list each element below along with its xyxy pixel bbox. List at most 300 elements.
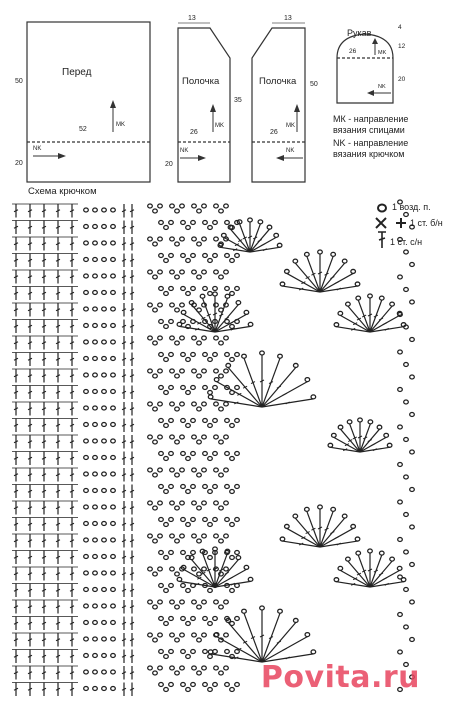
chain-stitch	[84, 274, 89, 278]
chain-stitch	[224, 600, 229, 604]
chain-stitch	[111, 423, 116, 427]
chain-stitch	[186, 292, 191, 296]
chain-stitch	[148, 270, 153, 274]
chain-stitch	[181, 419, 186, 423]
chain-stitch	[214, 204, 219, 208]
chain-stitch	[208, 523, 213, 527]
chain-stitch	[398, 575, 403, 579]
chain-stitch	[334, 323, 339, 327]
chain-stitch	[342, 514, 347, 518]
chain-stitch	[169, 518, 174, 522]
right-shelf-dim-height: 50	[310, 81, 318, 88]
chain-stitch	[84, 621, 89, 625]
chain-stitch	[148, 303, 153, 307]
chain-stitch	[235, 254, 240, 258]
chain-stitch	[159, 287, 164, 291]
chain-stitch	[235, 452, 240, 456]
chain-stitch	[158, 336, 163, 340]
chain-stitch	[398, 200, 403, 204]
chain-stitch	[404, 363, 409, 367]
right-shelf-mk: MK	[286, 123, 295, 129]
chain-stitch	[192, 336, 197, 340]
chain-stitch	[186, 391, 191, 395]
chain-stitch	[224, 435, 229, 439]
legend-chain: 1 возд. п.	[392, 202, 431, 212]
chain-stitch	[398, 463, 403, 467]
chain-stitch	[102, 571, 107, 575]
chain-stitch	[102, 654, 107, 658]
chain-stitch	[93, 456, 98, 460]
chain-stitch	[169, 485, 174, 489]
chain-stitch	[208, 259, 213, 263]
chain-stitch	[84, 373, 89, 377]
chain-stitch	[102, 505, 107, 509]
chain-stitch	[153, 605, 158, 609]
chain-stitch	[311, 395, 316, 399]
chain-stitch	[102, 324, 107, 328]
chain-stitch	[180, 237, 185, 241]
chain-stitch	[274, 233, 279, 237]
chain-stitch	[214, 270, 219, 274]
chain-stitch	[311, 650, 316, 654]
chain-stitch	[379, 551, 384, 555]
chain-stitch	[164, 391, 169, 395]
chain-stitch	[203, 650, 208, 654]
chain-stitch	[175, 638, 180, 642]
chain-stitch	[346, 302, 351, 306]
chain-stitch	[236, 301, 241, 305]
chain-stitch	[158, 567, 163, 571]
chain-stitch	[158, 501, 163, 505]
chain-stitch	[208, 622, 213, 626]
chain-stitch	[170, 402, 175, 406]
chain-stitch	[202, 204, 207, 208]
chain-stitch	[191, 254, 196, 258]
chain-stitch	[159, 551, 164, 555]
chain-stitch	[404, 250, 409, 254]
chain-stitch	[175, 473, 180, 477]
chain-stitch	[169, 551, 174, 555]
chain-stitch	[202, 501, 207, 505]
chain-stitch	[153, 506, 158, 510]
dc-bar	[229, 577, 233, 579]
chain-stitch	[180, 633, 185, 637]
chain-stitch	[203, 452, 208, 456]
chain-stitch	[225, 287, 230, 291]
chain-stitch	[180, 468, 185, 472]
chain-stitch	[170, 270, 175, 274]
chain-stitch	[398, 425, 403, 429]
chain-stitch	[159, 386, 164, 390]
left-shelf-dim-lower: 20	[165, 161, 173, 168]
chain-stitch	[111, 307, 116, 311]
chain-stitch	[159, 485, 164, 489]
chain-stitch	[148, 666, 153, 670]
chain-stitch	[102, 357, 107, 361]
chain-stitch	[293, 259, 298, 263]
chain-stitch	[404, 550, 409, 554]
chain-stitch	[181, 221, 186, 225]
chain-stitch	[175, 407, 180, 411]
chain-stitch	[225, 254, 230, 258]
chain-stitch	[111, 654, 116, 658]
chain-stitch	[200, 294, 205, 298]
chain-stitch	[153, 341, 158, 345]
chain-stitch	[102, 522, 107, 526]
chain-stitch	[202, 336, 207, 340]
chain-stitch	[111, 225, 116, 229]
chain-stitch	[175, 374, 180, 378]
garment-schematics	[0, 0, 460, 200]
chain-stitch	[102, 555, 107, 559]
chain-stitch	[158, 204, 163, 208]
chain-stitch	[191, 221, 196, 225]
right-shelf-label: Полочка	[259, 76, 297, 87]
left-shelf-dim-side: 35	[234, 97, 242, 104]
front-dim-width: 52	[79, 126, 87, 133]
chain-stitch	[202, 435, 207, 439]
chain-stitch	[260, 351, 265, 355]
chain-stitch	[225, 683, 230, 687]
chain-stitch	[197, 275, 202, 279]
chain-stitch	[305, 507, 310, 511]
chain-stitch	[148, 501, 153, 505]
chain-stitch	[84, 241, 89, 245]
chain-stitch	[170, 501, 175, 505]
chain-stitch	[235, 551, 240, 555]
chain-stitch	[175, 275, 180, 279]
chain-stitch	[93, 505, 98, 509]
chain-stitch	[181, 353, 186, 357]
chain-stitch	[410, 413, 415, 417]
chain-stitch	[202, 600, 207, 604]
left-shelf-dim-width: 26	[190, 129, 198, 136]
chain-stitch	[181, 485, 186, 489]
chain-stitch	[219, 209, 224, 213]
chain-stitch	[197, 506, 202, 510]
chain-stitch	[230, 523, 235, 527]
nk-note-2: вязания крючком	[333, 149, 405, 159]
chain-stitch	[208, 556, 213, 560]
front-dim-height: 50	[15, 78, 23, 85]
chain-stitch	[169, 254, 174, 258]
chain-stitch	[181, 254, 186, 258]
chain-stitch	[181, 518, 186, 522]
chain-stitch	[225, 485, 230, 489]
chain-stitch	[159, 683, 164, 687]
chain-stitch	[181, 683, 186, 687]
chain-stitch	[197, 605, 202, 609]
chain-stitch	[93, 291, 98, 295]
chain-stitch	[203, 353, 208, 357]
chain-stitch	[102, 340, 107, 344]
chain-stitch	[93, 687, 98, 691]
chain-stitch	[285, 524, 290, 528]
chain-stitch	[197, 671, 202, 675]
chain-stitch	[197, 407, 202, 411]
chain-stitch	[191, 485, 196, 489]
chain-stitch	[181, 650, 186, 654]
chain-stitch	[224, 204, 229, 208]
dc-bar	[283, 648, 287, 650]
chain-stitch	[93, 489, 98, 493]
chain-stitch	[278, 609, 283, 613]
chain-stitch	[305, 252, 310, 256]
chain-stitch	[84, 439, 89, 443]
sleeve-dim-lower: 20	[398, 76, 406, 83]
front-dim-lower: 20	[15, 160, 23, 167]
chain-stitch	[180, 369, 185, 373]
chain-stitch	[153, 209, 158, 213]
front-mk: MK	[116, 122, 125, 128]
chain-stitch	[192, 600, 197, 604]
chain-stitch	[186, 622, 191, 626]
chain-stitch	[186, 490, 191, 494]
chain-stitch	[164, 688, 169, 692]
chain-stitch	[186, 358, 191, 362]
chain-stitch	[230, 325, 235, 329]
chain-stitch	[148, 534, 153, 538]
chain-stitch	[410, 638, 415, 642]
chain-stitch	[170, 303, 175, 307]
chain-stitch	[84, 357, 89, 361]
chain-stitch	[84, 538, 89, 542]
chain-stitch	[197, 473, 202, 477]
chain-stitch	[225, 518, 230, 522]
chain-stitch	[93, 538, 98, 542]
chain-stitch	[236, 556, 241, 560]
chain-stitch	[410, 563, 415, 567]
chain-stitch	[181, 617, 186, 621]
chain-stitch	[214, 237, 219, 241]
chain-stitch	[153, 407, 158, 411]
nk-note-1: NK - направление	[333, 138, 409, 148]
chain-stitch	[197, 242, 202, 246]
chain-stitch	[158, 600, 163, 604]
chain-stitch	[202, 369, 207, 373]
chain-stitch	[225, 650, 230, 654]
chain-stitch	[164, 226, 169, 230]
chain-stitch	[192, 633, 197, 637]
chain-stitch	[244, 310, 249, 314]
chain-stitch	[111, 456, 116, 460]
chain-stitch	[102, 307, 107, 311]
chain-stitch	[230, 589, 235, 593]
chain-stitch	[224, 336, 229, 340]
dc-bar	[335, 282, 339, 284]
chain-stitch	[230, 457, 235, 461]
chain-stitch	[197, 341, 202, 345]
chain-stitch	[235, 518, 240, 522]
chain-stitch	[244, 565, 249, 569]
chain-stitch	[93, 670, 98, 674]
chain-stitch	[293, 514, 298, 518]
chain-stitch	[148, 567, 153, 571]
chain-stitch	[222, 233, 227, 237]
chain-stitch	[224, 666, 229, 670]
chain-stitch	[208, 424, 213, 428]
chain-stitch	[347, 420, 352, 424]
chain-stitch	[318, 505, 323, 509]
chain-stitch	[169, 221, 174, 225]
chain-stitch	[213, 617, 218, 621]
chain-stitch	[164, 457, 169, 461]
chain-stitch	[84, 654, 89, 658]
chain-stitch	[404, 588, 409, 592]
chain-stitch	[177, 322, 182, 326]
chain-stitch	[214, 402, 219, 406]
chain-stitch	[355, 537, 360, 541]
chain-stitch	[169, 386, 174, 390]
chain-stitch	[93, 324, 98, 328]
chain-stitch	[102, 538, 107, 542]
chain-stitch	[102, 390, 107, 394]
chain-stitch	[181, 287, 186, 291]
chain-stitch	[191, 617, 196, 621]
chain-stitch	[356, 296, 361, 300]
chain-stitch	[202, 666, 207, 670]
chain-stitch	[277, 243, 282, 247]
chain-stitch	[203, 518, 208, 522]
chain-stitch	[219, 374, 224, 378]
front-piece	[15, 22, 150, 182]
chain-stitch	[102, 291, 107, 295]
chain-stitch	[230, 490, 235, 494]
chain-stitch	[213, 452, 218, 456]
chain-stitch	[169, 452, 174, 456]
chain-stitch	[148, 369, 153, 373]
chain-stitch	[191, 518, 196, 522]
chain-stitch	[202, 534, 207, 538]
chain-stitch	[148, 633, 153, 637]
chain-stitch	[159, 254, 164, 258]
chain-stitch	[235, 683, 240, 687]
chain-stitch	[191, 650, 196, 654]
chain-stitch	[351, 269, 356, 273]
chain-stitch	[180, 204, 185, 208]
chain-stitch	[153, 275, 158, 279]
chain-stitch	[93, 241, 98, 245]
chain-stitch	[84, 208, 89, 212]
watermark-logo: Povita.ru	[260, 660, 420, 695]
chain-stitch	[111, 472, 116, 476]
chain-stitch	[153, 242, 158, 246]
chain-stitch	[192, 501, 197, 505]
chain-stitch	[93, 390, 98, 394]
chain-stitch	[159, 584, 164, 588]
chain-stitch	[84, 571, 89, 575]
chain-stitch	[148, 600, 153, 604]
chain-stitch	[153, 638, 158, 642]
chain-stitch	[169, 287, 174, 291]
chain-stitch	[102, 274, 107, 278]
chain-stitch	[192, 270, 197, 274]
chain-stitch	[111, 390, 116, 394]
chain-stitch	[148, 237, 153, 241]
chain-stitch	[203, 617, 208, 621]
chain-stitch	[84, 406, 89, 410]
chain-stitch	[192, 567, 197, 571]
chain-stitch	[214, 303, 219, 307]
chain-stitch	[170, 666, 175, 670]
chain-stitch	[219, 671, 224, 675]
chain-stitch	[84, 456, 89, 460]
chain-stitch	[177, 577, 182, 581]
chain-stitch	[111, 241, 116, 245]
chain-stitch	[111, 522, 116, 526]
chain-stitch	[175, 209, 180, 213]
chain-stitch	[192, 666, 197, 670]
chain-stitch	[181, 386, 186, 390]
chain-stitch	[175, 572, 180, 576]
dc-bar	[383, 578, 387, 580]
chain-stitch	[242, 354, 247, 358]
chain-stitch	[180, 402, 185, 406]
chain-stitch	[219, 506, 224, 510]
chain-stitch	[208, 391, 213, 395]
chain-stitch	[186, 226, 191, 230]
chain-stitch	[164, 523, 169, 527]
chain-stitch	[111, 274, 116, 278]
chain-stitch	[175, 440, 180, 444]
chain-stitch	[93, 208, 98, 212]
chain-stitch	[84, 291, 89, 295]
chain-stitch	[93, 604, 98, 608]
chain-stitch	[225, 221, 230, 225]
chain-stitch	[102, 406, 107, 410]
chain-stitch	[102, 225, 107, 229]
chain-stitch	[169, 419, 174, 423]
legend-dc: 1 ст. с/н	[390, 237, 423, 247]
chain-stitch	[214, 336, 219, 340]
chain-stitch	[84, 522, 89, 526]
chain-stitch	[186, 424, 191, 428]
chain-stitch	[213, 254, 218, 258]
chain-stitch	[84, 637, 89, 641]
chain-stitch	[328, 443, 333, 447]
chain-stitch	[224, 369, 229, 373]
chain-stitch	[398, 500, 403, 504]
chain-stitch	[410, 525, 415, 529]
chain-stitch	[213, 221, 218, 225]
chain-stitch	[158, 468, 163, 472]
chain-stitch	[208, 457, 213, 461]
chain-stitch	[410, 225, 415, 229]
chain-stitch	[203, 254, 208, 258]
sleeve-label: Рукав	[347, 28, 372, 38]
chain-stitch	[180, 336, 185, 340]
chain-stitch	[169, 617, 174, 621]
chain-stitch	[158, 369, 163, 373]
chain-stitch	[235, 386, 240, 390]
chain-stitch	[181, 551, 186, 555]
chain-stitch	[213, 419, 218, 423]
chain-stitch	[181, 452, 186, 456]
chain-stitch	[208, 589, 213, 593]
chain-stitch	[84, 324, 89, 328]
chain-stitch	[164, 292, 169, 296]
chain-stitch	[175, 242, 180, 246]
chain-stitch	[225, 294, 230, 298]
chain-stitch	[102, 258, 107, 262]
chain-stitch	[398, 650, 403, 654]
chain-stitch	[208, 358, 213, 362]
chain-stitch	[230, 259, 235, 263]
chain-stitch	[404, 400, 409, 404]
chain-stitch	[368, 294, 373, 298]
chain-stitch	[93, 258, 98, 262]
right-shelf-piece	[252, 15, 318, 182]
